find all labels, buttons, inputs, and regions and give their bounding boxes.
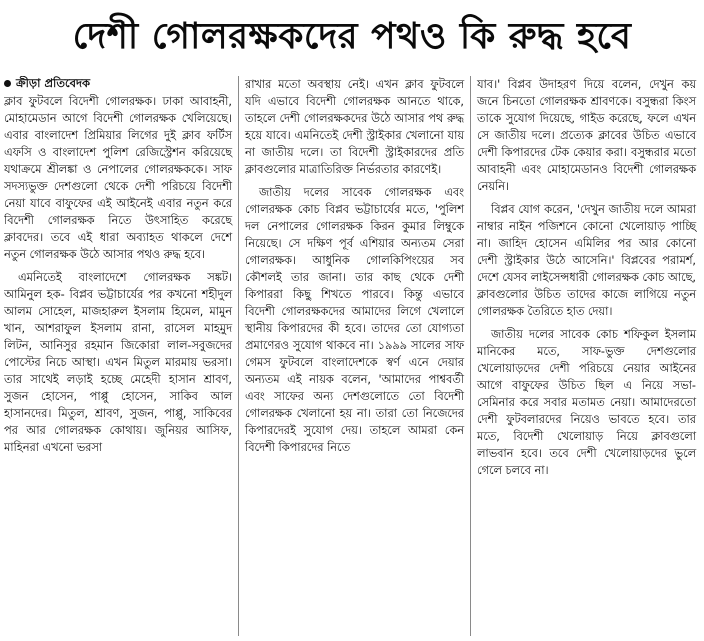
paragraph: ক্লাব ফুটবলে বিদেশী গোলরক্ষক। ঢাকা আবাহনী, মোহামেডান আগে বিদেশী গোলরক্ষক খেলিয়েছে। এবার বাংলাদেশ প্রিমিয়ার লিগের দুই ক্লাব ফর্টিস এফসি ও বাংলাদেশ পুলিশ রেজিস্ট্রেশন করিয়েছে যথাক্রমে শ্রীলঙ্কা ও নেপালের গোলরক্ষককে। সাফ সদস্যভুক্ত দেশগুলো থেকে দেশী পরিচয়ে বিদেশী নেয়া যাবে বাফুফের এই আইনেই এবার নতুন করে বিদেশী গোলরক্ষক নিতে উৎসাহিত করেছে ক্লাবদের। তবে এই ধারা অব্যাহত থাকলে দেশে নতুন গোলরক্ষক উঠে আসার পথও রুদ্ধ হবে। [4,95,232,261]
paragraph: এমনিতেই বাংলাদেশে গোলরক্ষক সঙ্কট। আমিনুল হক- বিপ্লব ভট্টাচার্যের পর কখনো শহীদুল আলম সোহেল, মাজহারুল ইসলাম হিমেল, মামুন খান, আশরাফুল ইসলাম রানা, রাসেল মাহমুদ লিটন, আনিসুর রহমান জিকোরা লাল-সবুজদের পোস্টের নিচে আস্থা। এখন মিতুল মারমায় ভরসা। তার সাথেই লড়াই হচ্ছে মেহেদী হাসান শ্রাবণ, সুজন হোসেন, পাপ্পু হোসেন, সাকিব আল হাসানদের। মিতুল, শ্রাবণ, সুজন, পাপ্পু, সাকিবের পর আর গোলরক্ষক কোথায়। জুনিয়র আসিফ, মাহিনরা এখনো ভরসা [4,271,232,454]
paragraph: যাব।' বিপ্লব উদাহরণ দিয়ে বলেন, দেখুন কয় জনে চিনতো গোলরক্ষক শ্রাবণকে। বসুন্ধরা কিংস তাকে সুযোগ দিয়েছে, গাইড করেছে, ফলে এখন সে জাতীয় দলে। প্রত্যেক ক্লাবের উচিত এভাবে দেশী কিপারদের টেক কেয়ার করা। বসুন্ধরার মতো আবাহনী এবং মোহামেডানও বিদেশী গোলরক্ষক নেয়নি। [477,78,696,193]
headline: দেশী গোলরক্ষকদের পথও কি রুদ্ধ হবে [72,16,632,57]
article-column-1 [4,76,238,636]
paragraph: বিপ্লব যোগ করেন, 'দেখুন জাতীয় দলে আমরা নাম্বার নাইন পজিশনে কোনো খেলোয়াড় পাচ্ছি না। জাহিদ হোসেন এমিলির পর আর কোনো দেশী স্ট্রাইকার উঠে আসেনি।' বিপ্লবের পরামর্শ, দেশে যেসব লাইসেন্সধারী গোলরক্ষক কোচ আছে, ক্লাবগুলোর উচিত তাদের কাজে লাগিয়ে নতুন গোলরক্ষক তৈরিতে হাত দেয়া। [477,203,697,318]
byline-text: ক্রীড়া প্রতিবেদক [16,76,91,90]
byline [4,76,232,91]
article-column-2 [238,76,470,636]
article-column-3 [470,76,702,636]
paragraph: জাতীয় দলের সাবেক গোলরক্ষক এবং গোলরক্ষক কোচ বিপ্লব ভট্টাচার্যের মতে, 'পুলিশ দল নেপালের গোলরক্ষক কিরন কুমার লিম্বুকে নিয়েছে। সে দক্ষিণ পূর্ব এশিয়ার অন্যতম সেরা গোলরক্ষক। আধুনিক গোলকিপিংয়ের সব কৌশলই তার জানা। তার কাছ থেকে দেশী কিপাররা কিছু শিখতে পারবে। কিন্তু এভাবে বিদেশী গোলরক্ষকদের আমাদের লিগে খেলালে স্থানীয় কিপারদের কী হবে। তাদের তো যোগ্যতা প্রমাণেরও সুযোগ থাকবে না। ১৯৯৯ সালের সাফ গেমস ফুটবলে বাংলাদেশকে স্বর্ণ এনে দেয়ার অন্যতম এই নায়ক বলেন, 'আমাদের পাশ্ববর্তী এবং সাফের অন্য দেশগুলোতে তো বিদেশী গোলরক্ষক খেলানো হয় না। তারা তো নিজেদের কিপারদেরই সুযোগ দেয়। তাহলে আমরা কেন বিদেশী কিপারদের নিতে [245,186,464,454]
paragraph: জাতীয় দলের সাবেক কোচ শফিকুল ইসলাম মানিকের মতে, সাফ-ভুক্ত দেশগুলোর খেলোয়াড়দের দেশী পরিচয়ে নেয়ার আইনের আগে বাফুফের উচিত ছিল এ নিয়ে সভা-সেমিনার করে সবার মতামত নেয়া। আমাদেরতো দেশী ফুটবলারদের নিয়েও ভাবতে হবে। তার মতে, বিদেশী খেলোয়াড় নিয়ে ক্লাবগুলো লাভবান হবে। তবে দেশী খেলোয়াড়দের ভুলে গেলে চলবে না। [477,328,696,477]
paragraph: রাখার মতো অবস্থায় নেই। এখন ক্লাব ফুটবলে যদি এভাবে বিদেশী গোলরক্ষক আনতে থাকে, তাহলে দেশী গোলরক্ষকদের উঠে আসার পথ রুদ্ধ হয়ে যাবে। এমনিতেই দেশী স্ট্রাইকার খেলানো যায় না জাতীয় দলে। তা বিদেশী স্ট্রাইকারদের প্রতি ক্লাবগুলোর মাত্রাতিরিক্ত নির্ভরতার কারণেই। [245,78,464,176]
bullet-icon [4,80,11,87]
